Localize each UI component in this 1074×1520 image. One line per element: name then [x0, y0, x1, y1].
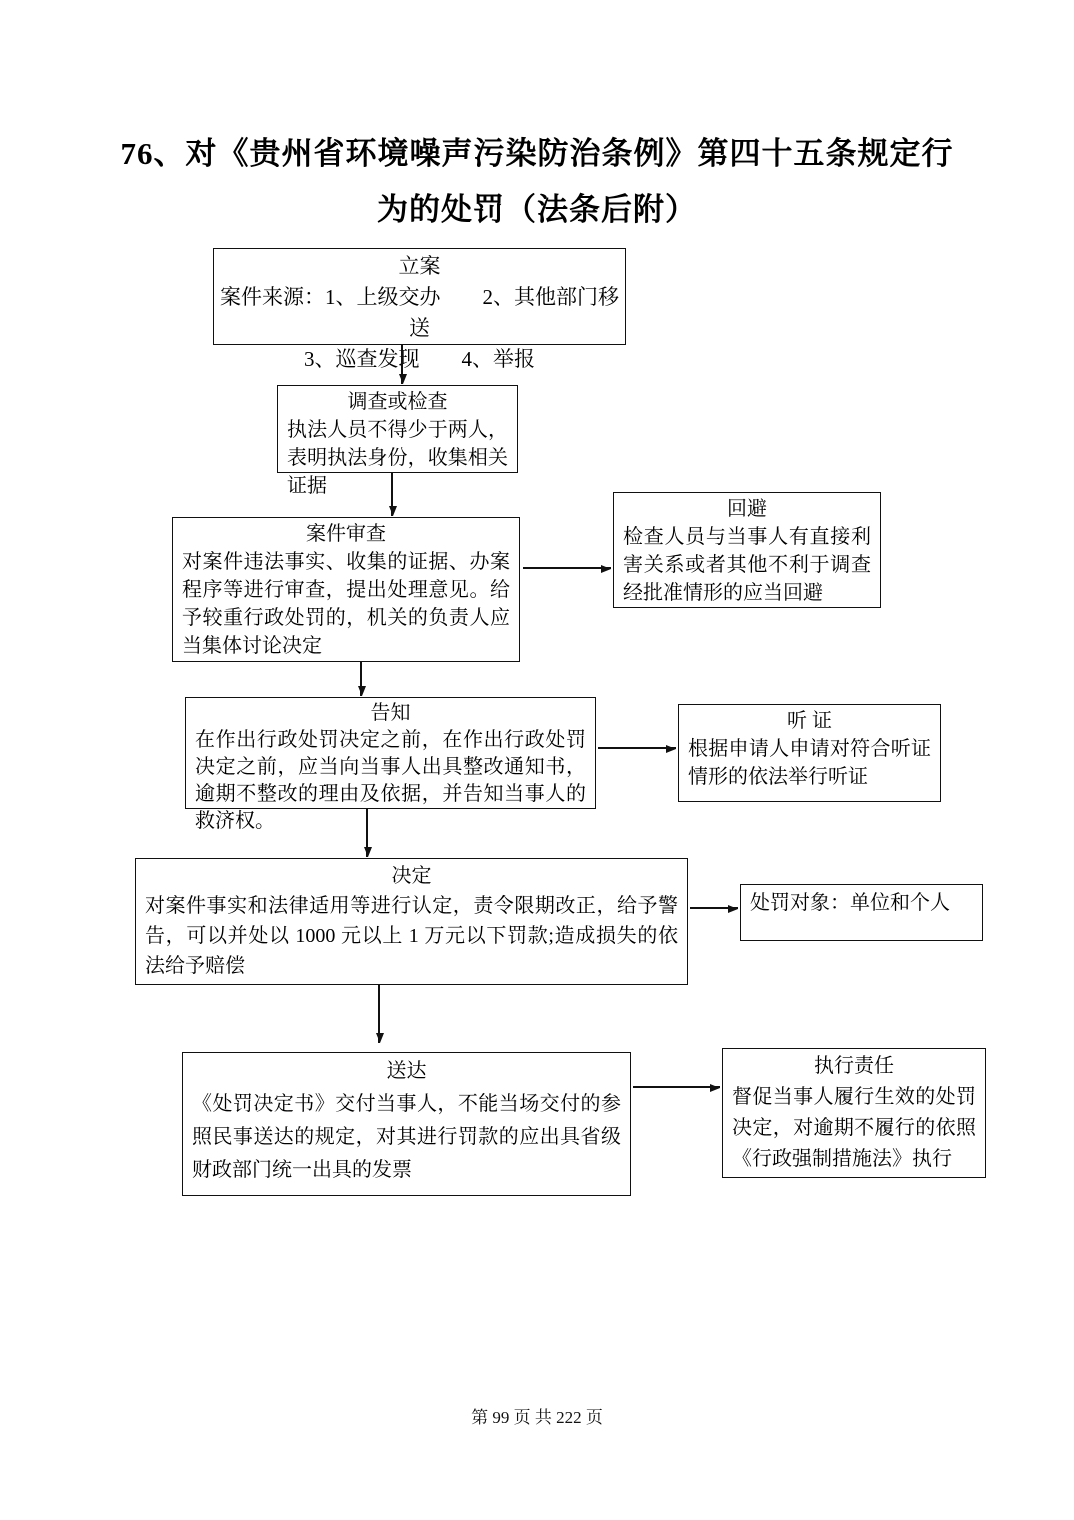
- box-title: 决定: [391, 865, 432, 887]
- box-body: 督促当事人履行生效的处罚决定，对逾期不履行的依照《行政强制措施法》执行: [732, 1086, 976, 1170]
- flow-box-case-filing: [213, 248, 626, 371]
- box-title: 案件审查: [306, 523, 386, 545]
- flow-box-delivery: [182, 1052, 631, 1196]
- arrow-delivery-to-enforcement: [633, 1086, 720, 1088]
- box-title: 回避: [727, 498, 767, 520]
- box-body: 检查人员与当事人有直接利害关系或者其他不利于调查经批准情形的应当回避: [623, 526, 871, 604]
- box-title: 听 证: [787, 710, 832, 732]
- flow-box-notification: [185, 697, 596, 832]
- box-line: 3、巡查发现 4、举报: [304, 347, 535, 371]
- box-body: 处罚对象：单位和个人: [750, 892, 950, 914]
- box-body: 对案件事实和法律适用等进行认定，责令限期改正，给予警告，可以并处以 1000 元以上 1 万元以下罚款;造成损失的依法给予赔偿: [145, 895, 678, 977]
- flow-box-case-review: [172, 517, 520, 662]
- box-title: 告知: [370, 702, 411, 724]
- flow-box-recusal: [613, 492, 881, 608]
- box-body: 根据申请人申请对符合听证情形的依法举行听证: [688, 738, 931, 788]
- arrow-review-to-recusal: [523, 567, 611, 569]
- box-title: 送达: [386, 1060, 427, 1082]
- box-line: 案件来源：1、上级交办 2、其他部门移送: [220, 285, 619, 340]
- arrow-decision-to-delivery: [378, 985, 380, 1043]
- box-title: 调查或检查: [347, 391, 448, 413]
- arrow-review-to-notification: [360, 662, 362, 696]
- page-number-footer: 第 99 页 共 222 页: [471, 1408, 603, 1427]
- arrow-notification-to-decision: [366, 809, 368, 857]
- page-title-line1: 76、对《贵州省环境噪声污染防治条例》第四十五条规定行: [120, 136, 954, 171]
- box-body: 执法人员不得少于两人，表明执法身份，收集相关证据: [287, 419, 508, 497]
- arrow-notification-to-hearing: [598, 747, 676, 749]
- arrow-investigation-to-review: [391, 473, 393, 516]
- flow-box-decision: [135, 858, 688, 985]
- box-body: 在作出行政处罚决定之前，在作出行政处罚决定之前，应当向当事人出具整改通知书，逾期不整改的理由及依据，并告知当事人的救济权。: [195, 729, 586, 832]
- box-body: 《处罚决定书》交付当事人，不能当场交付的参照民事送达的规定，对其进行罚款的应出具省级财政部门统一出具的发票: [192, 1093, 621, 1181]
- box-title: 立案: [398, 254, 441, 278]
- flow-box-enforcement-duty: [722, 1048, 986, 1178]
- arrow-decision-to-target: [690, 907, 738, 909]
- page-title-line2: 为的处罚（法条后附）: [377, 192, 697, 227]
- box-body: 对案件违法事实、收集的证据、办案程序等进行审查，提出处理意见。给予较重行政处罚的，机关的负责人应当集体讨论决定: [182, 551, 510, 657]
- flow-box-punishment-target: [740, 884, 983, 941]
- flow-box-investigation: [277, 385, 518, 497]
- flow-box-hearing: [678, 704, 941, 802]
- box-title: 执行责任: [814, 1055, 894, 1077]
- arrow-filing-to-investigation: [401, 345, 403, 384]
